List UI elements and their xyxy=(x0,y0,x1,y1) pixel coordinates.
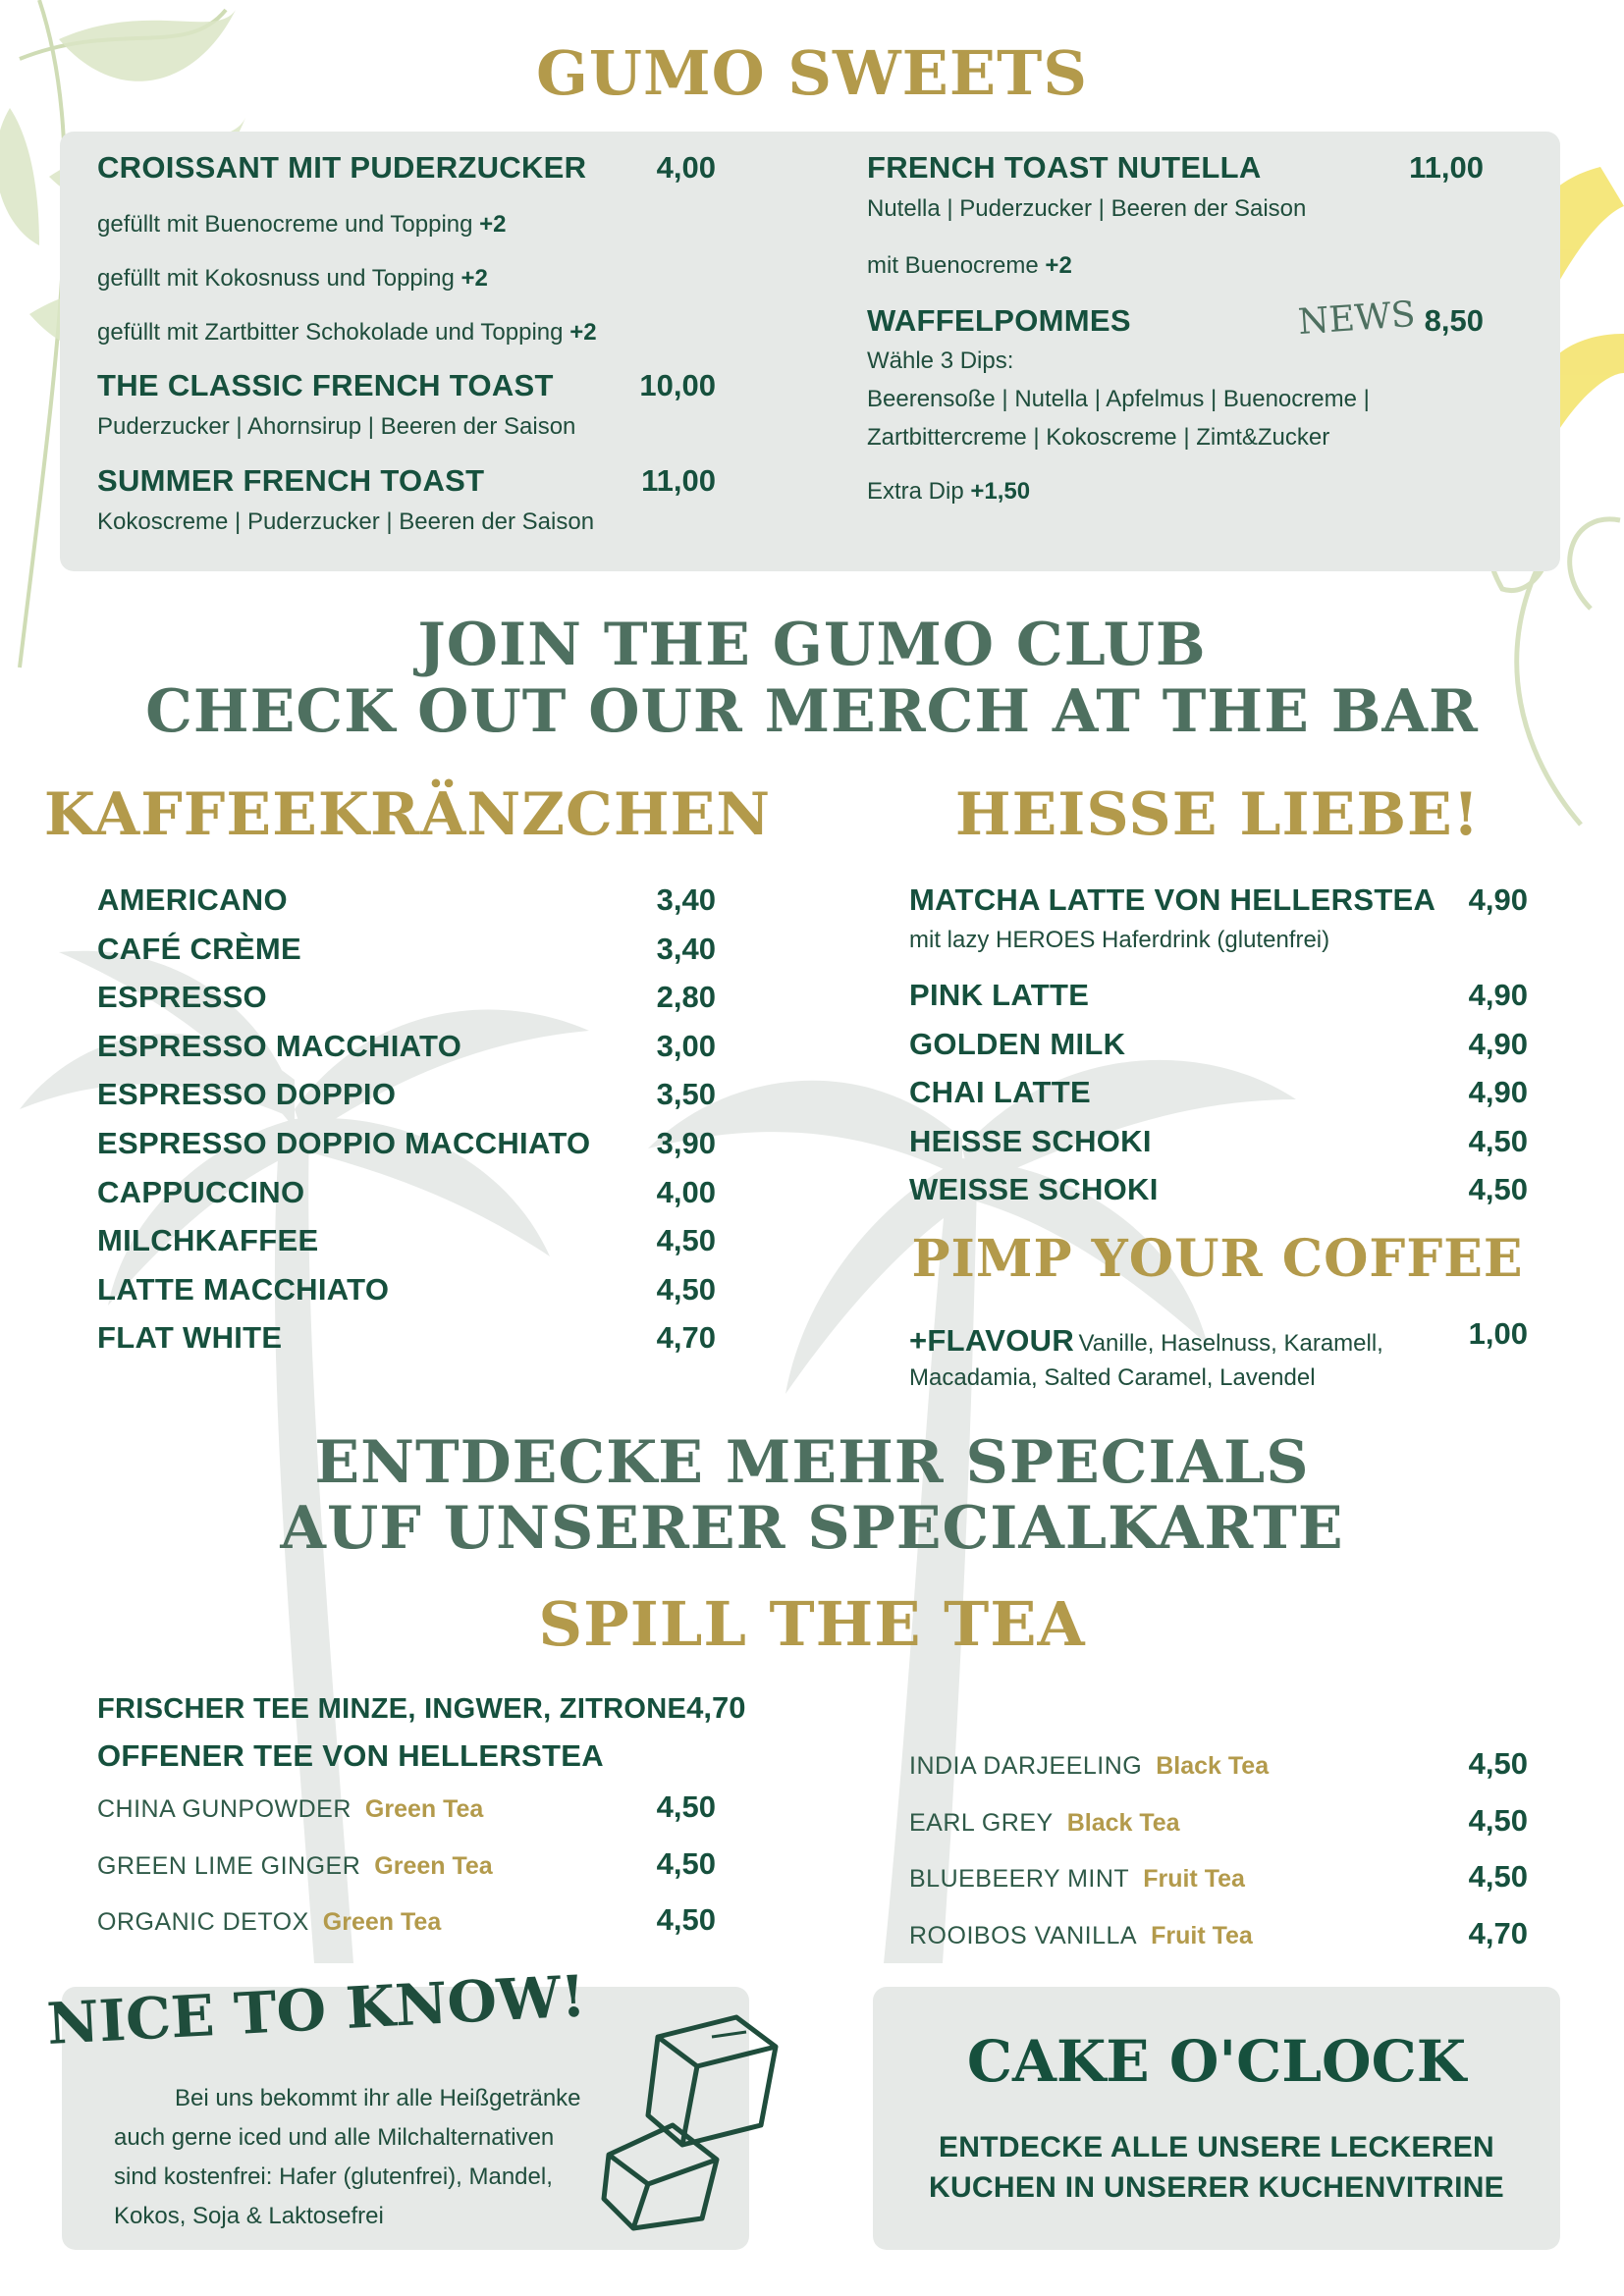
cake-line-2: KUCHEN IN UNSERER KUCHENVITRINE xyxy=(928,2171,1504,2204)
item-price: 3,00 xyxy=(656,1028,716,1063)
item-name: ESPRESSO xyxy=(97,980,267,1015)
item-name: FLAT WHITE xyxy=(97,1320,283,1356)
tea-label xyxy=(97,1852,493,1881)
menu-item xyxy=(97,882,716,918)
open-tea-heading: OFFENER TEE VON HELLERSTEA xyxy=(97,1738,604,1773)
tea-type: Fruit Tea xyxy=(1143,1865,1245,1893)
tea-type: Green Tea xyxy=(374,1851,493,1880)
item-price: 1,00 xyxy=(1468,1316,1528,1351)
cake-panel xyxy=(873,1987,1560,2250)
item-price: 4,50 xyxy=(656,1271,716,1307)
item-name: CAFÉ CRÈME xyxy=(97,931,301,966)
nice-title: NICE TO KNOW! xyxy=(45,1962,588,2057)
item-description: Vanille, Haselnuss, Karamell, xyxy=(1078,1330,1383,1357)
item-name: MILCHKAFFEE xyxy=(97,1223,319,1258)
menu-item-french-toast-nutella xyxy=(867,150,1484,186)
menu-item xyxy=(97,1029,716,1064)
item-price: 4,00 xyxy=(656,150,716,185)
croissant-option-2: gefüllt mit Kokosnuss und Topping +2 xyxy=(97,265,488,292)
tea-name: INDIA DARJEELING xyxy=(909,1752,1143,1780)
menu-item-classic-french-toast xyxy=(97,368,716,403)
item-name: CROISSANT MIT PUDERZUCKER xyxy=(97,150,587,185)
tea-name: EARL GREY xyxy=(909,1808,1054,1837)
tea-label xyxy=(909,1922,1253,1950)
tea-label xyxy=(97,1795,483,1824)
nice-line: Kokos, Soja & Laktosefrei xyxy=(114,2203,384,2229)
club-line-1: JOIN THE GUMO CLUB xyxy=(417,611,1207,679)
menu-item xyxy=(97,1223,716,1258)
nice-line: Bei uns bekommt ihr alle Heißgetränke xyxy=(175,2085,581,2111)
item-price: 4,50 xyxy=(1468,1802,1528,1838)
item-price: 4,50 xyxy=(1468,1859,1528,1894)
item-name: CHAI LATTE xyxy=(909,1075,1091,1109)
waffel-description-line: Zartbittercreme | Kokoscreme | Zimt&Zucker xyxy=(867,424,1330,451)
sweets-panel xyxy=(60,132,1560,571)
tea-name: ORGANIC DETOX xyxy=(97,1908,309,1936)
item-description: Nutella | Puderzucker | Beeren der Saison xyxy=(867,195,1307,222)
tea-label xyxy=(97,1908,441,1937)
waffel-description-line: Beerensoße | Nutella | Apfelmus | Buenocreme | xyxy=(867,386,1370,412)
item-name: FRENCH TOAST NUTELLA xyxy=(867,150,1262,185)
menu-item xyxy=(909,1027,1528,1062)
item-name: THE CLASSIC FRENCH TOAST xyxy=(97,368,554,402)
menu-item xyxy=(97,1320,716,1356)
item-price: 4,50 xyxy=(656,1223,716,1258)
item-price: 4,50 xyxy=(1468,1172,1528,1206)
menu-item xyxy=(909,1124,1528,1159)
tea-name: BLUEBEERY MINT xyxy=(909,1865,1130,1893)
specials-line-2: AUF UNSERER SPECIALKARTE xyxy=(280,1494,1344,1563)
tea-type: Green Tea xyxy=(364,1795,484,1823)
tea-item xyxy=(97,1789,716,1825)
item-name: HEISSE SCHOKI xyxy=(909,1123,1152,1158)
item-price: 4,70 xyxy=(656,1320,716,1356)
croissant-option-3: gefüllt mit Zartbitter Schokolade und Topping +2 xyxy=(97,319,597,346)
tea-type: Black Tea xyxy=(1066,1808,1180,1837)
item-price: 4,50 xyxy=(656,1789,716,1824)
menu-item xyxy=(97,1272,716,1308)
tea-label xyxy=(909,1809,1180,1838)
menu-item-fresh-tea xyxy=(97,1690,746,1726)
sweets-title: GUMO SWEETS xyxy=(535,37,1089,109)
croissant-option-1: gefüllt mit Buenocreme und Topping +2 xyxy=(97,211,507,238)
item-price: 4,00 xyxy=(656,1174,716,1209)
specials-line-1: ENTDECKE MEHR SPECIALS xyxy=(314,1428,1310,1497)
item-price: 4,70 xyxy=(1468,1915,1528,1950)
item-price: 3,50 xyxy=(656,1077,716,1112)
item-name: GOLDEN MILK xyxy=(909,1026,1126,1061)
item-description: Puderzucker | Ahornsirup | Beeren der Saison xyxy=(97,413,576,440)
menu-item-matcha xyxy=(909,882,1528,918)
kaffee-title: KAFFEEKRÄNZCHEN xyxy=(43,780,772,849)
waffel-description-line: Wähle 3 Dips: xyxy=(867,347,1014,374)
menu-item xyxy=(97,1077,716,1112)
tea-name: GREEN LIME GINGER xyxy=(97,1851,361,1880)
tea-name: CHINA GUNPOWDER xyxy=(97,1795,352,1823)
item-description: mit lazy HEROES Haferdrink (glutenfrei) xyxy=(909,927,1330,953)
item-description: Macadamia, Salted Caramel, Lavendel xyxy=(909,1364,1316,1391)
item-name: MATCHA LATTE VON HELLERSTEA xyxy=(909,882,1436,917)
menu-item xyxy=(909,978,1528,1013)
item-name: WEISSE SCHOKI xyxy=(909,1172,1159,1206)
club-line-2: CHECK OUT OUR MERCH AT THE BAR xyxy=(145,677,1479,746)
item-price: 4,90 xyxy=(1468,1026,1528,1061)
item-price: 4,70 xyxy=(686,1690,746,1725)
cake-line-1: ENTDECKE ALLE UNSERE LECKEREN xyxy=(939,2131,1494,2163)
item-name: ESPRESSO DOPPIO MACCHIATO xyxy=(97,1126,591,1160)
flavour-item xyxy=(909,1323,1383,1359)
ice-cubes-icon xyxy=(589,1998,785,2233)
tea-item xyxy=(909,1859,1528,1895)
item-price: 4,90 xyxy=(1468,882,1528,917)
news-badge: NEWS xyxy=(1296,294,1417,344)
item-name: ESPRESSO MACCHIATO xyxy=(97,1028,462,1063)
menu-item xyxy=(909,1075,1528,1110)
menu-item xyxy=(909,1172,1528,1207)
menu-item-croissant xyxy=(97,150,716,186)
item-name: CAPPUCCINO xyxy=(97,1174,305,1209)
nutella-option: mit Buenocreme +2 xyxy=(867,252,1072,279)
item-price: 3,90 xyxy=(656,1126,716,1160)
tea-item xyxy=(909,1803,1528,1839)
menu-item xyxy=(97,932,716,967)
cake-title: CAKE O'CLOCK xyxy=(966,2028,1467,2095)
tea-name: ROOIBOS VANILLA xyxy=(909,1921,1138,1949)
item-name: AMERICANO xyxy=(97,882,288,917)
item-name: SUMMER FRENCH TOAST xyxy=(97,463,485,498)
item-price: 8,50 xyxy=(1424,303,1484,338)
item-price: 2,80 xyxy=(656,980,716,1015)
menu-item xyxy=(97,1126,716,1161)
item-name: PINK LATTE xyxy=(909,978,1090,1012)
nice-line: sind kostenfrei: Hafer (glutenfrei), Mandel, xyxy=(114,2163,553,2190)
item-name: LATTE MACCHIATO xyxy=(97,1271,390,1307)
waffel-extra-dip: Extra Dip +1,50 xyxy=(867,478,1031,505)
tea-type: Fruit Tea xyxy=(1151,1921,1253,1949)
item-price: 4,50 xyxy=(1468,1746,1528,1781)
item-price: 4,50 xyxy=(1468,1123,1528,1158)
item-name-waffelpommes: WAFFELPOMMES xyxy=(867,303,1131,338)
item-price: 4,50 xyxy=(656,1845,716,1881)
tea-item xyxy=(909,1746,1528,1782)
item-name: FRISCHER TEE MINZE, INGWER, ZITRONE xyxy=(97,1693,687,1725)
tea-type: Green Tea xyxy=(322,1908,442,1936)
item-price: 11,00 xyxy=(641,463,716,498)
nice-line: auch gerne iced und alle Milchalternativen xyxy=(114,2124,555,2151)
item-price: 3,40 xyxy=(656,882,716,917)
tea-title: SPILL THE TEA xyxy=(538,1588,1086,1660)
menu-item xyxy=(97,1175,716,1210)
tea-item xyxy=(97,1902,716,1938)
item-price: 10,00 xyxy=(639,368,716,402)
menu-item-summer-french-toast xyxy=(97,463,716,499)
menu-item xyxy=(97,980,716,1015)
item-description: Kokoscreme | Puderzucker | Beeren der Saison xyxy=(97,508,595,535)
tea-type: Black Tea xyxy=(1156,1752,1270,1780)
item-price: 3,40 xyxy=(656,931,716,966)
item-price: 11,00 xyxy=(1409,150,1484,185)
item-price: 4,90 xyxy=(1468,978,1528,1012)
tea-label xyxy=(909,1752,1269,1781)
item-name: +FLAVOUR xyxy=(909,1323,1075,1358)
item-price: 4,50 xyxy=(656,1902,716,1937)
tea-label xyxy=(909,1865,1245,1894)
tea-item xyxy=(909,1916,1528,1951)
pimp-title: PIMP YOUR COFFEE xyxy=(911,1229,1524,1289)
item-name: ESPRESSO DOPPIO xyxy=(97,1077,397,1112)
tea-item xyxy=(97,1846,716,1882)
item-price: 4,90 xyxy=(1468,1075,1528,1109)
heisse-title: HEISSE LIEBE! xyxy=(954,780,1481,849)
